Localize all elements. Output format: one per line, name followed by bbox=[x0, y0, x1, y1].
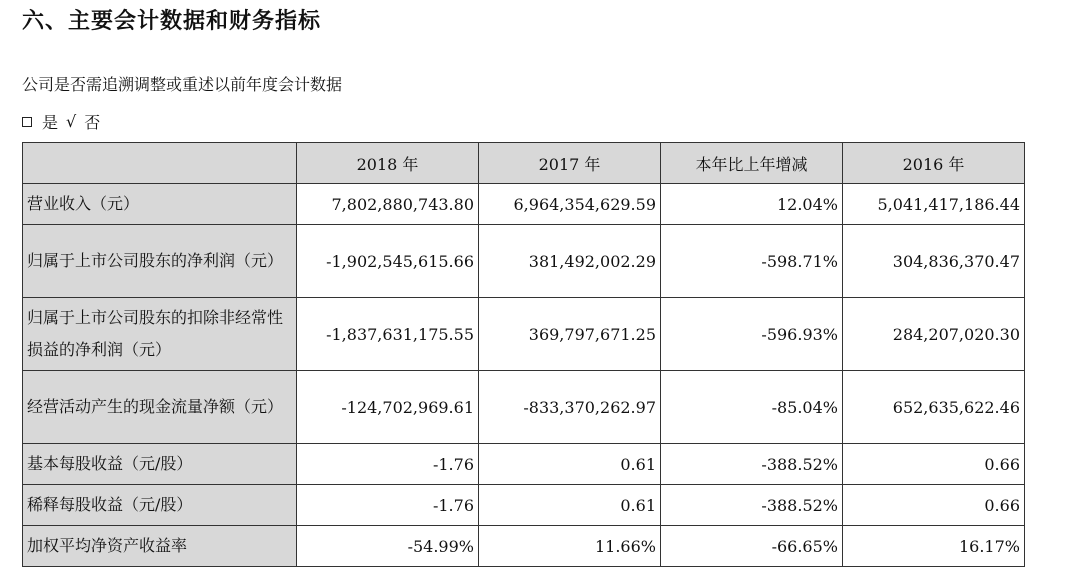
table-cell: -598.71% bbox=[661, 225, 843, 298]
table-cell: 7,802,880,743.80 bbox=[297, 184, 479, 225]
table-cell: -1.76 bbox=[297, 485, 479, 526]
table-cell: 12.04% bbox=[661, 184, 843, 225]
table-cell: -54.99% bbox=[297, 526, 479, 567]
table-cell: 16.17% bbox=[843, 526, 1025, 567]
financial-data-table bbox=[22, 142, 1025, 567]
table-cell: 0.66 bbox=[843, 444, 1025, 485]
row-label: 归属于上市公司股东的净利润（元） bbox=[23, 225, 297, 298]
table-cell: -596.93% bbox=[661, 298, 843, 371]
table-cell: -1,902,545,615.66 bbox=[297, 225, 479, 298]
table-row bbox=[23, 371, 1025, 444]
table-cell: -85.04% bbox=[661, 371, 843, 444]
check-mark-icon: √ bbox=[66, 112, 77, 131]
header-corner-cell bbox=[23, 143, 297, 184]
table-cell: 304,836,370.47 bbox=[843, 225, 1025, 298]
row-label: 加权平均净资产收益率 bbox=[23, 526, 297, 567]
table-cell: -66.65% bbox=[661, 526, 843, 567]
choice-no-label: 否 bbox=[84, 113, 101, 132]
column-header: 2017 年 bbox=[479, 143, 661, 184]
row-label: 基本每股收益（元/股） bbox=[23, 444, 297, 485]
table-cell: 0.61 bbox=[479, 485, 661, 526]
table-row bbox=[23, 184, 1025, 225]
table-cell: -388.52% bbox=[661, 444, 843, 485]
table-cell: 0.66 bbox=[843, 485, 1025, 526]
table-cell: -388.52% bbox=[661, 485, 843, 526]
table-cell: 652,635,622.46 bbox=[843, 371, 1025, 444]
table-row bbox=[23, 225, 1025, 298]
table-cell: 6,964,354,629.59 bbox=[479, 184, 661, 225]
column-header: 本年比上年增减 bbox=[661, 143, 843, 184]
table-row bbox=[23, 298, 1025, 371]
section-title: 六、主要会计数据和财务指标 bbox=[22, 9, 322, 34]
column-header: 2016 年 bbox=[843, 143, 1025, 184]
table-cell: 5,041,417,186.44 bbox=[843, 184, 1025, 225]
table-header-row bbox=[23, 143, 1025, 184]
table-row bbox=[23, 485, 1025, 526]
table-cell: -1,837,631,175.55 bbox=[297, 298, 479, 371]
table-cell: 369,797,671.25 bbox=[479, 298, 661, 371]
choice-yes-label: 是 bbox=[42, 113, 59, 132]
table-row bbox=[23, 444, 1025, 485]
restatement-question: 公司是否需追溯调整或重述以前年度会计数据 bbox=[22, 75, 343, 94]
table-cell: 0.61 bbox=[479, 444, 661, 485]
row-label: 经营活动产生的现金流量净额（元） bbox=[23, 371, 297, 444]
restatement-choice bbox=[22, 110, 100, 133]
row-label: 稀释每股收益（元/股） bbox=[23, 485, 297, 526]
table-cell: 284,207,020.30 bbox=[843, 298, 1025, 371]
table-cell: -833,370,262.97 bbox=[479, 371, 661, 444]
column-header: 2018 年 bbox=[297, 143, 479, 184]
table-cell: 381,492,002.29 bbox=[479, 225, 661, 298]
table-row bbox=[23, 526, 1025, 567]
table-cell: -124,702,969.61 bbox=[297, 371, 479, 444]
table-cell: 11.66% bbox=[479, 526, 661, 567]
row-label: 营业收入（元） bbox=[23, 184, 297, 225]
checkbox-icon bbox=[22, 117, 32, 127]
table-cell: -1.76 bbox=[297, 444, 479, 485]
row-label: 归属于上市公司股东的扣除非经常性损益的净利润（元） bbox=[23, 298, 297, 371]
